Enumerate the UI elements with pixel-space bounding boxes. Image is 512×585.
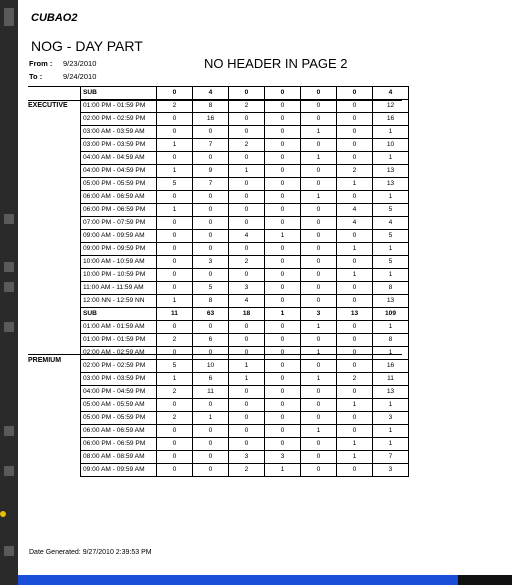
value-cell: 0 bbox=[193, 438, 229, 451]
time-range-cell: 10:00 AM - 10:59 AM bbox=[81, 256, 157, 269]
value-cell: 0 bbox=[337, 347, 373, 360]
time-range-cell: 04:00 AM - 04:59 AM bbox=[81, 152, 157, 165]
toolbar-mark bbox=[4, 322, 14, 332]
time-range-cell: 04:00 PM - 04:59 PM bbox=[81, 386, 157, 399]
value-cell: 0 bbox=[265, 360, 301, 373]
value-cell: 0 bbox=[229, 438, 265, 451]
value-cell: 1 bbox=[301, 321, 337, 334]
value-cell: 3 bbox=[301, 308, 337, 321]
time-range-cell: 03:00 PM - 03:59 PM bbox=[81, 139, 157, 152]
value-cell: 7 bbox=[193, 139, 229, 152]
value-cell: 2 bbox=[229, 256, 265, 269]
value-cell: 0 bbox=[265, 295, 301, 308]
value-cell: 0 bbox=[337, 191, 373, 204]
value-cell: 4 bbox=[337, 204, 373, 217]
value-cell: 0 bbox=[265, 100, 301, 113]
value-cell: 0 bbox=[301, 178, 337, 191]
table-row bbox=[81, 217, 409, 230]
sub-row bbox=[81, 308, 409, 321]
value-cell: 1 bbox=[157, 373, 193, 386]
to-date: 9/24/2010 bbox=[63, 72, 97, 81]
table-row bbox=[81, 152, 409, 165]
value-cell: 2 bbox=[229, 100, 265, 113]
value-cell: 0 bbox=[193, 243, 229, 256]
value-cell: 0 bbox=[157, 87, 193, 100]
value-cell: 4 bbox=[229, 295, 265, 308]
table-row bbox=[81, 451, 409, 464]
value-cell: 0 bbox=[337, 230, 373, 243]
daypart-table bbox=[80, 86, 409, 477]
value-cell: 1 bbox=[157, 139, 193, 152]
value-cell: 0 bbox=[301, 243, 337, 256]
value-cell: 1 bbox=[229, 373, 265, 386]
value-cell: 0 bbox=[229, 386, 265, 399]
value-cell: 0 bbox=[229, 113, 265, 126]
sub-row bbox=[81, 87, 409, 100]
total-cell: 3 bbox=[373, 464, 409, 477]
value-cell: 1 bbox=[229, 360, 265, 373]
value-cell: 0 bbox=[229, 87, 265, 100]
group-label-premium: PREMIUM bbox=[28, 357, 62, 364]
table-row bbox=[81, 425, 409, 438]
value-cell: 0 bbox=[301, 438, 337, 451]
total-cell: 1 bbox=[373, 321, 409, 334]
total-cell: 5 bbox=[373, 256, 409, 269]
value-cell: 0 bbox=[229, 217, 265, 230]
value-cell: 0 bbox=[337, 152, 373, 165]
time-range-cell: 01:00 PM - 01:59 PM bbox=[81, 334, 157, 347]
value-cell: 1 bbox=[337, 269, 373, 282]
time-range-cell: 06:00 AM - 06:59 AM bbox=[81, 191, 157, 204]
value-cell: 0 bbox=[265, 399, 301, 412]
value-cell: 0 bbox=[265, 204, 301, 217]
time-range-cell: 02:00 PM - 02:59 PM bbox=[81, 113, 157, 126]
toolbar-mark bbox=[4, 426, 14, 436]
table-row bbox=[81, 178, 409, 191]
value-cell: 7 bbox=[193, 178, 229, 191]
time-range-cell: 05:00 PM - 05:59 PM bbox=[81, 412, 157, 425]
value-cell: 0 bbox=[193, 152, 229, 165]
date-generated: Date Generated: 9/27/2010 2:39:53 PM bbox=[29, 549, 152, 556]
value-cell: 0 bbox=[193, 399, 229, 412]
value-cell: 0 bbox=[265, 152, 301, 165]
time-range-cell: 02:00 PM - 02:59 PM bbox=[81, 360, 157, 373]
total-cell: 7 bbox=[373, 451, 409, 464]
total-cell: 16 bbox=[373, 360, 409, 373]
time-range-cell: 05:00 PM - 05:59 PM bbox=[81, 178, 157, 191]
value-cell: 1 bbox=[301, 373, 337, 386]
value-cell: 0 bbox=[229, 334, 265, 347]
value-cell: 1 bbox=[337, 438, 373, 451]
total-cell: 8 bbox=[373, 334, 409, 347]
value-cell: 0 bbox=[193, 425, 229, 438]
table-row bbox=[81, 230, 409, 243]
value-cell: 6 bbox=[193, 334, 229, 347]
value-cell: 0 bbox=[301, 113, 337, 126]
total-cell: 1 bbox=[373, 269, 409, 282]
value-cell: 0 bbox=[157, 191, 193, 204]
value-cell: 1 bbox=[301, 152, 337, 165]
time-range-cell: 10:00 PM - 10:59 PM bbox=[81, 269, 157, 282]
table-row bbox=[81, 438, 409, 451]
value-cell: 1 bbox=[301, 191, 337, 204]
value-cell: 0 bbox=[301, 334, 337, 347]
value-cell: 0 bbox=[265, 373, 301, 386]
time-range-cell: 09:00 AM - 09:59 AM bbox=[81, 464, 157, 477]
time-range-cell: 02:00 AM - 02:59 AM bbox=[81, 347, 157, 360]
value-cell: 2 bbox=[229, 139, 265, 152]
table-row bbox=[81, 386, 409, 399]
value-cell: 0 bbox=[301, 412, 337, 425]
value-cell: 0 bbox=[229, 412, 265, 425]
value-cell: 0 bbox=[265, 217, 301, 230]
value-cell: 0 bbox=[157, 321, 193, 334]
value-cell: 18 bbox=[229, 308, 265, 321]
value-cell: 1 bbox=[265, 464, 301, 477]
table-row bbox=[81, 113, 409, 126]
total-cell: 1 bbox=[373, 425, 409, 438]
toolbar-mark bbox=[4, 546, 14, 556]
value-cell: 0 bbox=[337, 386, 373, 399]
value-cell: 1 bbox=[337, 399, 373, 412]
value-cell: 6 bbox=[193, 373, 229, 386]
total-cell: 1 bbox=[373, 126, 409, 139]
value-cell: 0 bbox=[337, 113, 373, 126]
value-cell: 0 bbox=[301, 230, 337, 243]
value-cell: 0 bbox=[337, 321, 373, 334]
value-cell: 5 bbox=[157, 360, 193, 373]
value-cell: 0 bbox=[229, 152, 265, 165]
value-cell: 0 bbox=[193, 321, 229, 334]
value-cell: 0 bbox=[301, 464, 337, 477]
time-range-cell: 09:00 AM - 09:59 AM bbox=[81, 230, 157, 243]
value-cell: 0 bbox=[265, 347, 301, 360]
time-range-cell: 06:00 PM - 06:59 PM bbox=[81, 204, 157, 217]
value-cell: 2 bbox=[337, 165, 373, 178]
value-cell: 0 bbox=[157, 126, 193, 139]
value-cell: 1 bbox=[265, 230, 301, 243]
value-cell: 0 bbox=[301, 399, 337, 412]
value-cell: 0 bbox=[337, 425, 373, 438]
value-cell: 0 bbox=[157, 451, 193, 464]
value-cell: 4 bbox=[193, 87, 229, 100]
value-cell: 5 bbox=[157, 178, 193, 191]
value-cell: 0 bbox=[301, 217, 337, 230]
value-cell: 0 bbox=[229, 178, 265, 191]
total-cell: 8 bbox=[373, 282, 409, 295]
value-cell: 0 bbox=[157, 269, 193, 282]
time-range-cell: 06:00 AM - 06:59 AM bbox=[81, 425, 157, 438]
value-cell: 0 bbox=[301, 386, 337, 399]
value-cell: 0 bbox=[337, 139, 373, 152]
status-dot-icon bbox=[0, 511, 6, 517]
value-cell: 0 bbox=[157, 438, 193, 451]
value-cell: 2 bbox=[157, 412, 193, 425]
time-range-cell: 06:00 PM - 06:59 PM bbox=[81, 438, 157, 451]
taskbar bbox=[18, 575, 458, 585]
time-range-cell: SUB bbox=[81, 87, 157, 100]
value-cell: 63 bbox=[193, 308, 229, 321]
value-cell: 9 bbox=[193, 165, 229, 178]
value-cell: 1 bbox=[229, 165, 265, 178]
value-cell: 0 bbox=[301, 100, 337, 113]
value-cell: 1 bbox=[157, 295, 193, 308]
value-cell: 0 bbox=[157, 217, 193, 230]
value-cell: 11 bbox=[157, 308, 193, 321]
value-cell: 0 bbox=[301, 204, 337, 217]
value-cell: 2 bbox=[157, 100, 193, 113]
value-cell: 0 bbox=[337, 334, 373, 347]
value-cell: 0 bbox=[229, 399, 265, 412]
table-row bbox=[81, 412, 409, 425]
table-row bbox=[81, 204, 409, 217]
time-range-cell: 03:00 PM - 03:59 PM bbox=[81, 373, 157, 386]
report-page bbox=[18, 0, 438, 572]
value-cell: 1 bbox=[157, 165, 193, 178]
table-row bbox=[81, 282, 409, 295]
value-cell: 0 bbox=[265, 425, 301, 438]
total-cell: 4 bbox=[373, 87, 409, 100]
time-range-cell: 07:00 PM - 07:59 PM bbox=[81, 217, 157, 230]
value-cell: 0 bbox=[193, 191, 229, 204]
value-cell: 0 bbox=[157, 347, 193, 360]
value-cell: 0 bbox=[265, 243, 301, 256]
toolbar-mark bbox=[4, 8, 14, 26]
value-cell: 0 bbox=[265, 334, 301, 347]
value-cell: 0 bbox=[193, 451, 229, 464]
value-cell: 0 bbox=[157, 399, 193, 412]
table-row bbox=[81, 347, 409, 360]
value-cell: 3 bbox=[229, 451, 265, 464]
total-cell: 13 bbox=[373, 165, 409, 178]
value-cell: 0 bbox=[337, 360, 373, 373]
value-cell: 0 bbox=[301, 451, 337, 464]
value-cell: 1 bbox=[337, 243, 373, 256]
total-cell: 16 bbox=[373, 113, 409, 126]
value-cell: 11 bbox=[193, 386, 229, 399]
time-range-cell: 09:00 PM - 09:59 PM bbox=[81, 243, 157, 256]
value-cell: 1 bbox=[301, 347, 337, 360]
time-range-cell: 08:00 AM - 08:59 AM bbox=[81, 451, 157, 464]
value-cell: 2 bbox=[157, 334, 193, 347]
value-cell: 0 bbox=[265, 87, 301, 100]
value-cell: 1 bbox=[193, 412, 229, 425]
value-cell: 0 bbox=[337, 126, 373, 139]
value-cell: 0 bbox=[265, 113, 301, 126]
value-cell: 0 bbox=[157, 282, 193, 295]
value-cell: 0 bbox=[193, 464, 229, 477]
total-cell: 1 bbox=[373, 399, 409, 412]
value-cell: 0 bbox=[157, 256, 193, 269]
value-cell: 0 bbox=[229, 243, 265, 256]
value-cell: 0 bbox=[301, 295, 337, 308]
time-range-cell: 01:00 PM - 01:59 PM bbox=[81, 100, 157, 113]
total-cell: 10 bbox=[373, 139, 409, 152]
table-row bbox=[81, 100, 409, 113]
value-cell: 0 bbox=[265, 321, 301, 334]
time-range-cell: 03:00 AM - 03:59 AM bbox=[81, 126, 157, 139]
value-cell: 0 bbox=[337, 412, 373, 425]
value-cell: 0 bbox=[265, 165, 301, 178]
table-row bbox=[81, 269, 409, 282]
value-cell: 0 bbox=[337, 282, 373, 295]
total-cell: 1 bbox=[373, 438, 409, 451]
from-label: From : bbox=[29, 59, 53, 68]
total-cell: 1 bbox=[373, 347, 409, 360]
value-cell: 0 bbox=[301, 256, 337, 269]
total-cell: 1 bbox=[373, 243, 409, 256]
table-row bbox=[81, 256, 409, 269]
toolbar-mark bbox=[4, 214, 14, 224]
value-cell: 0 bbox=[337, 295, 373, 308]
value-cell: 1 bbox=[265, 308, 301, 321]
table-row bbox=[81, 139, 409, 152]
total-cell: 4 bbox=[373, 217, 409, 230]
left-toolbar-strip bbox=[0, 0, 18, 585]
value-cell: 0 bbox=[193, 347, 229, 360]
table-row bbox=[81, 373, 409, 386]
company-name: CUBAO2 bbox=[31, 12, 78, 24]
value-cell: 0 bbox=[229, 191, 265, 204]
toolbar-mark bbox=[4, 282, 14, 292]
table-row bbox=[81, 321, 409, 334]
total-cell: 5 bbox=[373, 230, 409, 243]
table-row bbox=[81, 243, 409, 256]
value-cell: 0 bbox=[337, 464, 373, 477]
value-cell: 0 bbox=[157, 230, 193, 243]
value-cell: 1 bbox=[301, 425, 337, 438]
value-cell: 3 bbox=[229, 282, 265, 295]
value-cell: 0 bbox=[265, 412, 301, 425]
toolbar-mark bbox=[4, 466, 14, 476]
from-date: 9/23/2010 bbox=[63, 59, 97, 68]
value-cell: 0 bbox=[229, 347, 265, 360]
value-cell: 0 bbox=[229, 321, 265, 334]
value-cell: 0 bbox=[193, 217, 229, 230]
value-cell: 10 bbox=[193, 360, 229, 373]
time-range-cell: 12:00 NN - 12:59 NN bbox=[81, 295, 157, 308]
value-cell: 0 bbox=[229, 204, 265, 217]
value-cell: 1 bbox=[301, 126, 337, 139]
time-range-cell: 05:00 AM - 05:59 AM bbox=[81, 399, 157, 412]
table-row bbox=[81, 126, 409, 139]
value-cell: 1 bbox=[337, 178, 373, 191]
value-cell: 0 bbox=[265, 126, 301, 139]
table-row bbox=[81, 191, 409, 204]
total-cell: 1 bbox=[373, 152, 409, 165]
value-cell: 0 bbox=[193, 230, 229, 243]
value-cell: 5 bbox=[193, 282, 229, 295]
value-cell: 0 bbox=[301, 139, 337, 152]
value-cell: 8 bbox=[193, 295, 229, 308]
value-cell: 0 bbox=[193, 269, 229, 282]
value-cell: 0 bbox=[265, 178, 301, 191]
value-cell: 2 bbox=[157, 386, 193, 399]
value-cell: 0 bbox=[193, 126, 229, 139]
time-range-cell: 04:00 PM - 04:59 PM bbox=[81, 165, 157, 178]
value-cell: 4 bbox=[229, 230, 265, 243]
value-cell: 4 bbox=[337, 217, 373, 230]
value-cell: 0 bbox=[265, 139, 301, 152]
table-row bbox=[81, 295, 409, 308]
value-cell: 0 bbox=[157, 152, 193, 165]
total-cell: 3 bbox=[373, 412, 409, 425]
total-cell: 109 bbox=[373, 308, 409, 321]
page-notice: NO HEADER IN PAGE 2 bbox=[204, 56, 348, 71]
report-title: NOG - DAY PART bbox=[31, 38, 143, 54]
value-cell: 3 bbox=[193, 256, 229, 269]
value-cell: 0 bbox=[193, 204, 229, 217]
value-cell: 0 bbox=[229, 269, 265, 282]
time-range-cell: 11:00 AM - 11:59 AM bbox=[81, 282, 157, 295]
value-cell: 0 bbox=[337, 256, 373, 269]
table-row bbox=[81, 334, 409, 347]
total-cell: 13 bbox=[373, 295, 409, 308]
value-cell: 0 bbox=[229, 126, 265, 139]
group-label-executive: EXECUTIVE bbox=[28, 102, 68, 109]
total-cell: 12 bbox=[373, 100, 409, 113]
value-cell: 0 bbox=[301, 282, 337, 295]
total-cell: 1 bbox=[373, 191, 409, 204]
table-row bbox=[81, 399, 409, 412]
to-label: To : bbox=[29, 72, 43, 81]
value-cell: 0 bbox=[265, 438, 301, 451]
table-row bbox=[81, 360, 409, 373]
value-cell: 0 bbox=[301, 269, 337, 282]
total-cell: 11 bbox=[373, 373, 409, 386]
value-cell: 0 bbox=[229, 425, 265, 438]
value-cell: 0 bbox=[265, 269, 301, 282]
value-cell: 2 bbox=[337, 373, 373, 386]
value-cell: 0 bbox=[157, 243, 193, 256]
value-cell: 0 bbox=[157, 425, 193, 438]
value-cell: 13 bbox=[337, 308, 373, 321]
total-cell: 13 bbox=[373, 178, 409, 191]
time-range-cell: SUB bbox=[81, 308, 157, 321]
value-cell: 1 bbox=[157, 204, 193, 217]
value-cell: 0 bbox=[301, 165, 337, 178]
taskbar-tray bbox=[458, 575, 512, 585]
value-cell: 0 bbox=[337, 100, 373, 113]
value-cell: 3 bbox=[265, 451, 301, 464]
total-cell: 13 bbox=[373, 386, 409, 399]
value-cell: 0 bbox=[265, 282, 301, 295]
toolbar-mark bbox=[4, 262, 14, 272]
total-cell: 5 bbox=[373, 204, 409, 217]
table-row bbox=[81, 464, 409, 477]
value-cell: 16 bbox=[193, 113, 229, 126]
value-cell: 0 bbox=[157, 464, 193, 477]
value-cell: 1 bbox=[337, 451, 373, 464]
value-cell: 0 bbox=[301, 360, 337, 373]
table-row bbox=[81, 165, 409, 178]
value-cell: 0 bbox=[157, 113, 193, 126]
value-cell: 2 bbox=[229, 464, 265, 477]
value-cell: 0 bbox=[265, 256, 301, 269]
value-cell: 8 bbox=[193, 100, 229, 113]
value-cell: 0 bbox=[337, 87, 373, 100]
time-range-cell: 01:00 AM - 01:59 AM bbox=[81, 321, 157, 334]
value-cell: 0 bbox=[301, 87, 337, 100]
value-cell: 0 bbox=[265, 191, 301, 204]
value-cell: 0 bbox=[265, 386, 301, 399]
